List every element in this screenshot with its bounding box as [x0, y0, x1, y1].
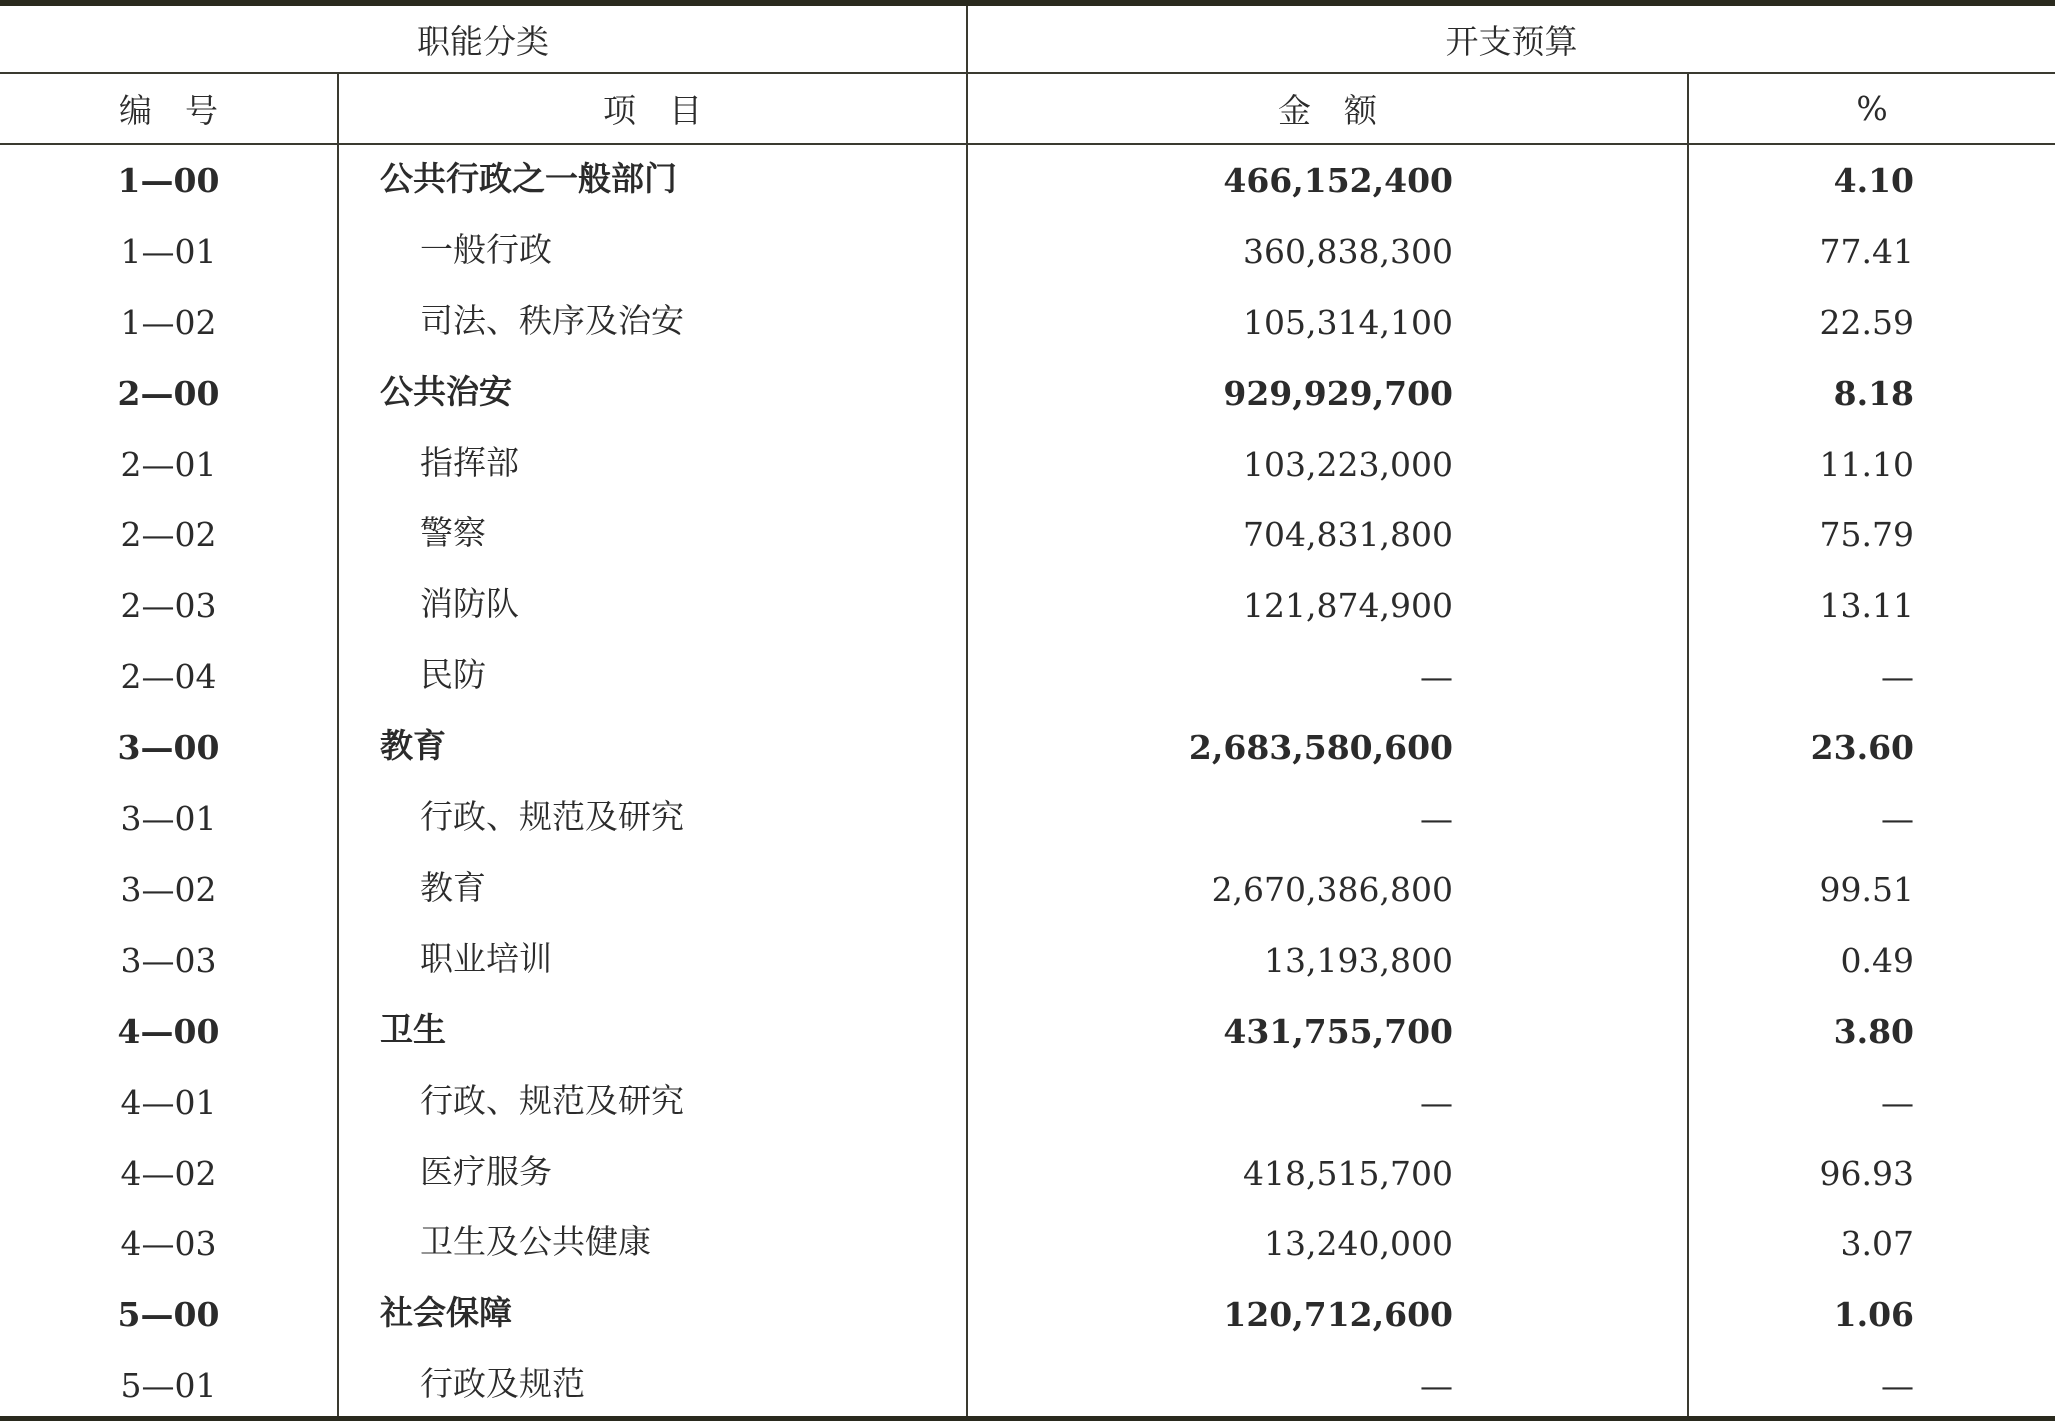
row-amount: 103,223,000 [1243, 444, 1453, 484]
row-item: 民防 [420, 655, 486, 695]
row-code: 4—03 [120, 1224, 217, 1264]
row-item: 卫生及公共健康 [420, 1222, 651, 1262]
row-amount: 121,874,900 [1243, 586, 1453, 626]
row-amount: 360,838,300 [1243, 231, 1453, 271]
row-percent: 4.10 [1833, 160, 1914, 200]
row-code: 1—00 [117, 160, 220, 200]
row-item: 教育 [380, 726, 446, 766]
row-percent: 22.59 [1819, 302, 1914, 342]
column-header-code: 编 号 [119, 91, 218, 130]
row-amount: — [1420, 657, 1453, 697]
row-amount: 2,683,580,600 [1188, 728, 1453, 768]
row-percent: 96.93 [1819, 1153, 1914, 1193]
row-amount: 466,152,400 [1223, 160, 1453, 200]
row-amount: 13,193,800 [1264, 940, 1453, 980]
row-amount: 2,670,386,800 [1211, 869, 1453, 909]
row-item: 职业培训 [420, 938, 552, 978]
row-code: 3—03 [120, 940, 217, 980]
row-amount: 431,755,700 [1223, 1011, 1453, 1051]
row-item: 一般行政 [420, 229, 552, 269]
row-code: 2—03 [120, 586, 217, 626]
column-header-amount: 金 额 [1278, 91, 1377, 130]
row-amount: 120,712,600 [1223, 1295, 1453, 1335]
row-percent: — [1881, 1366, 1914, 1406]
column-header-item: 项 目 [603, 91, 702, 130]
row-code: 4—01 [120, 1082, 217, 1122]
row-amount: 105,314,100 [1243, 302, 1453, 342]
row-code: 1—02 [120, 302, 217, 342]
row-item: 行政、规范及研究 [420, 1080, 684, 1120]
row-item: 教育 [420, 867, 486, 907]
row-item: 指挥部 [420, 442, 519, 482]
row-code: 5—01 [120, 1366, 217, 1406]
row-item: 公共治安 [380, 371, 512, 411]
row-amount: — [1420, 1366, 1453, 1406]
row-item: 消防队 [420, 584, 519, 624]
row-percent: — [1881, 799, 1914, 839]
row-item: 社会保障 [380, 1293, 512, 1333]
header-expenditure-budget: 开支预算 [1445, 21, 1578, 61]
row-item: 医疗服务 [420, 1151, 552, 1191]
row-percent: 8.18 [1833, 373, 1914, 413]
row-code: 2—01 [120, 444, 217, 484]
row-code: 2—00 [117, 373, 220, 413]
row-amount: — [1420, 1082, 1453, 1122]
row-item: 行政、规范及研究 [420, 797, 684, 837]
row-item: 公共行政之一般部门 [380, 158, 677, 198]
row-percent: 75.79 [1819, 515, 1914, 555]
row-amount: 418,515,700 [1243, 1153, 1453, 1193]
row-code: 3—02 [120, 869, 217, 909]
row-item: 警察 [420, 513, 486, 553]
row-code: 4—02 [120, 1153, 217, 1193]
row-code: 4—00 [117, 1011, 220, 1051]
row-code: 1—01 [120, 231, 217, 271]
row-percent: 0.49 [1840, 940, 1914, 980]
row-percent: 11.10 [1819, 444, 1914, 484]
row-code: 3—00 [117, 728, 220, 768]
row-code: 2—02 [120, 515, 217, 555]
row-percent: — [1881, 1082, 1914, 1122]
row-amount: 13,240,000 [1264, 1224, 1453, 1264]
row-percent: 3.07 [1840, 1224, 1914, 1264]
row-percent: 1.06 [1833, 1295, 1914, 1335]
row-percent: 77.41 [1819, 231, 1914, 271]
row-code: 2—04 [120, 657, 217, 697]
row-percent: 13.11 [1819, 586, 1914, 626]
row-percent: — [1881, 657, 1914, 697]
row-code: 3—01 [120, 799, 217, 839]
row-item: 司法、秩序及治安 [420, 300, 684, 340]
header-function-classification: 职能分类 [417, 21, 549, 61]
column-header-percent: % [1856, 89, 1888, 128]
row-percent: 3.80 [1833, 1011, 1914, 1051]
row-amount: 704,831,800 [1243, 515, 1453, 555]
row-code: 5—00 [117, 1295, 220, 1335]
row-item: 行政及规范 [420, 1364, 585, 1404]
row-percent: 23.60 [1810, 728, 1914, 768]
row-item: 卫生 [380, 1009, 446, 1049]
row-amount: — [1420, 799, 1453, 839]
row-amount: 929,929,700 [1223, 373, 1453, 413]
column-divider-code [337, 73, 339, 1416]
row-percent: 99.51 [1819, 869, 1914, 909]
